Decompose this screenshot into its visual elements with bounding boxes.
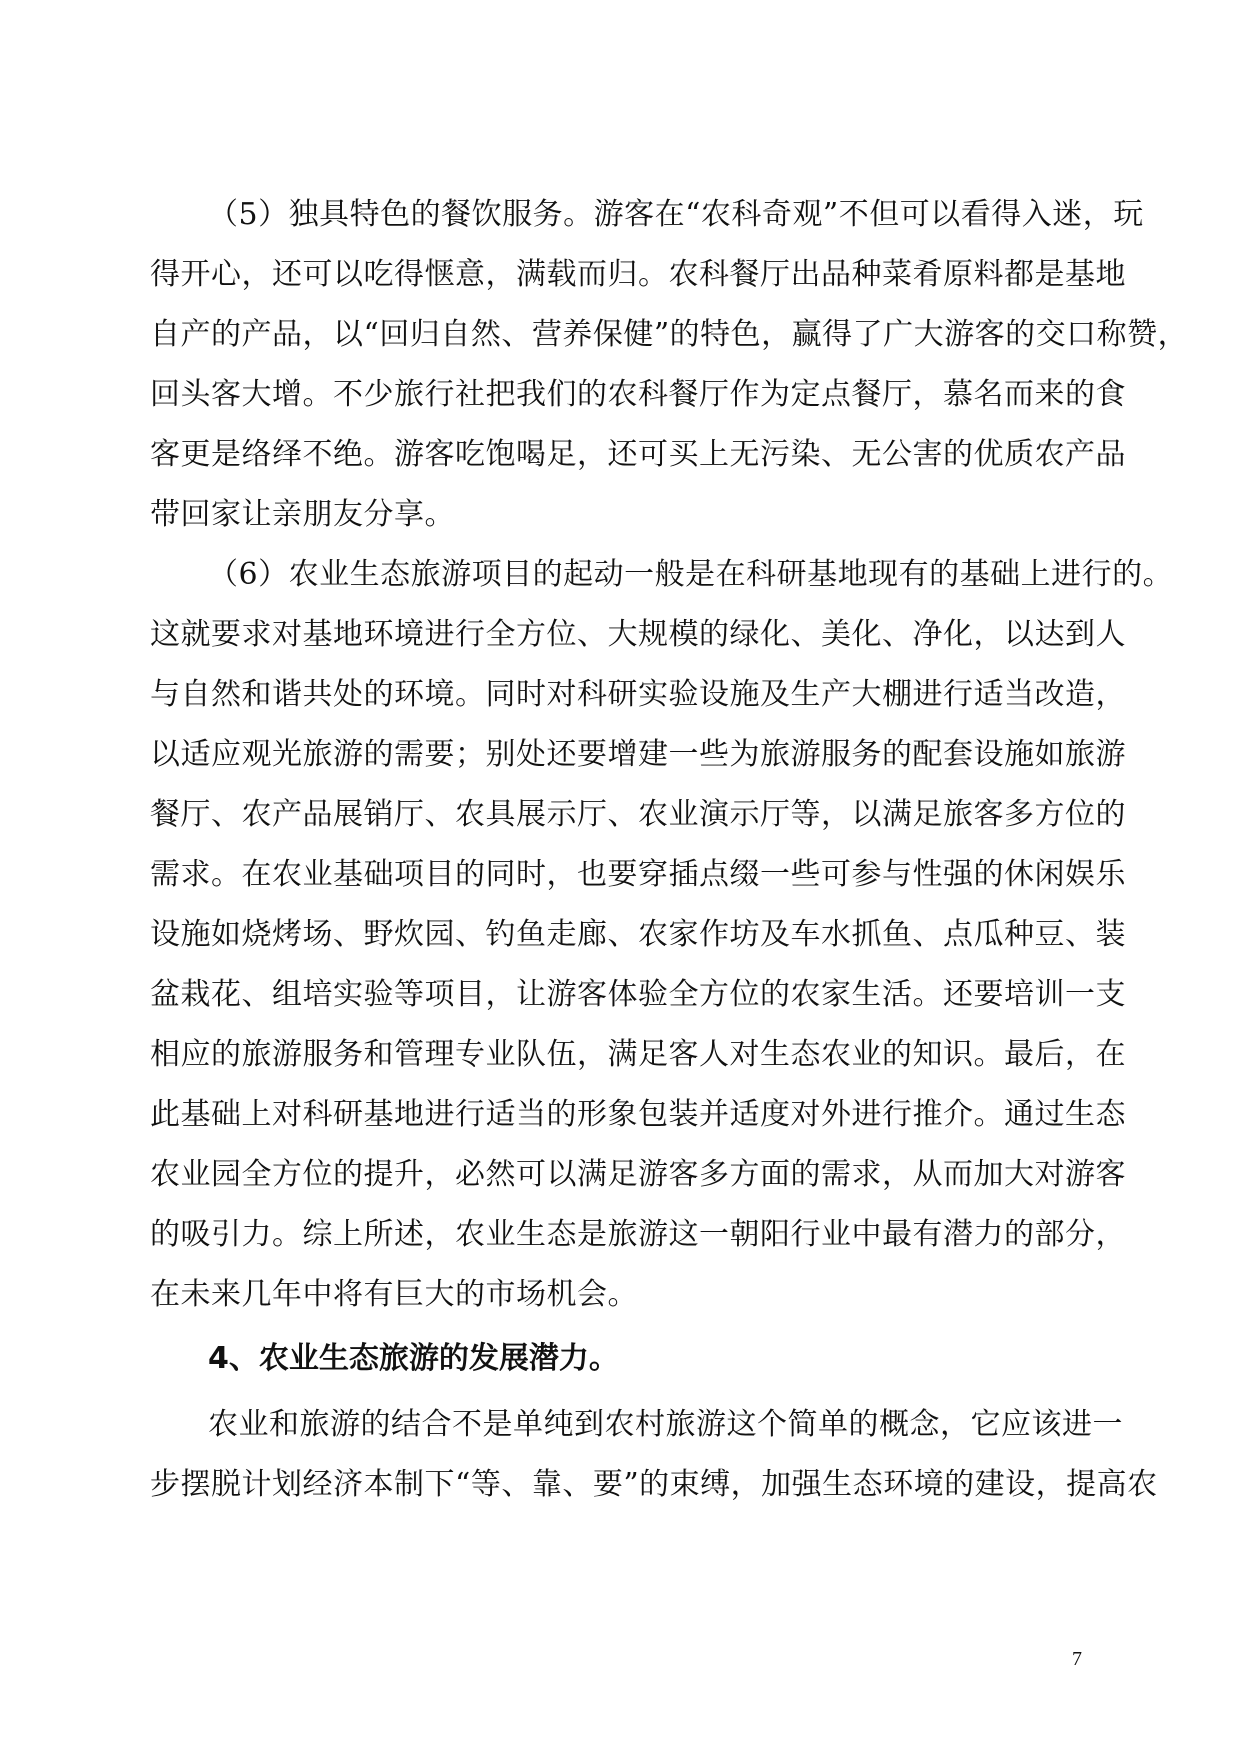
paragraph-line: 农业和旅游的结合不是单纯到农村旅游这个简单的概念，它应该进一 bbox=[208, 1407, 1123, 1442]
paragraph-line: 以适应观光旅游的需要；别处还要增建一些为旅游服务的配套设施如旅游 bbox=[150, 737, 1126, 772]
paragraph-line: 设施如烧烤场、野炊园、钓鱼走廊、农家作坊及车水抓鱼、点瓜种豆、装 bbox=[150, 917, 1126, 952]
paragraph-line: 这就要求对基地环境进行全方位、大规模的绿化、美化、净化，以达到人 bbox=[150, 617, 1126, 652]
paragraph-line: 的吸引力。综上所述，农业生态是旅游这一朝阳行业中最有潜力的部分， bbox=[150, 1217, 1126, 1252]
paragraph-line: 需求。在农业基础项目的同时，也要穿插点缀一些可参与性强的休闲娱乐 bbox=[150, 857, 1126, 892]
paragraph-line: 步摆脱计划经济本制下“等、靠、要”的束缚，加强生态环境的建设，提高农 bbox=[150, 1467, 1158, 1502]
paragraph-line: 得开心，还可以吃得惬意，满载而归。农科餐厅出品种菜肴原料都是基地 bbox=[150, 257, 1126, 292]
paragraph-line: 盆栽花、组培实验等项目，让游客体验全方位的农家生活。还要培训一支 bbox=[150, 977, 1126, 1012]
paragraph-line: 餐厅、农产品展销厅、农具展示厅、农业演示厅等，以满足旅客多方位的 bbox=[150, 797, 1126, 832]
paragraph-line: 农业园全方位的提升，必然可以满足游客多方面的需求，从而加大对游客 bbox=[150, 1157, 1126, 1192]
page-number: 7 bbox=[1072, 1648, 1082, 1670]
paragraph-line: 在未来几年中将有巨大的市场机会。 bbox=[150, 1277, 638, 1312]
paragraph-line: 客更是络绎不绝。游客吃饱喝足，还可买上无污染、无公害的优质农产品 bbox=[150, 437, 1126, 472]
paragraph-line: 自产的产品，以“回归自然、营养保健”的特色，赢得了广大游客的交口称赞， bbox=[150, 317, 1189, 352]
paragraph-line: 带回家让亲朋友分享。 bbox=[150, 497, 455, 532]
paragraph-line: 相应的旅游服务和管理专业队伍，满足客人对生态农业的知识。最后，在 bbox=[150, 1037, 1126, 1072]
paragraph-line: 与自然和谐共处的环境。同时对科研实验设施及生产大棚进行适当改造， bbox=[150, 677, 1126, 712]
paragraph-line: （5）独具特色的餐饮服务。游客在“农科奇观”不但可以看得入迷，玩 bbox=[208, 197, 1144, 232]
paragraph-line: 回头客大增。不少旅行社把我们的农科餐厅作为定点餐厅，慕名而来的食 bbox=[150, 377, 1126, 412]
paragraph-line: （6）农业生态旅游项目的起动一般是在科研基地现有的基础上进行的。 bbox=[208, 557, 1174, 592]
section-heading: 4、农业生态旅游的发展潜力。 bbox=[208, 1341, 619, 1376]
paragraph-line: 此基础上对科研基地进行适当的形象包装并适度对外进行推介。通过生态 bbox=[150, 1097, 1126, 1132]
